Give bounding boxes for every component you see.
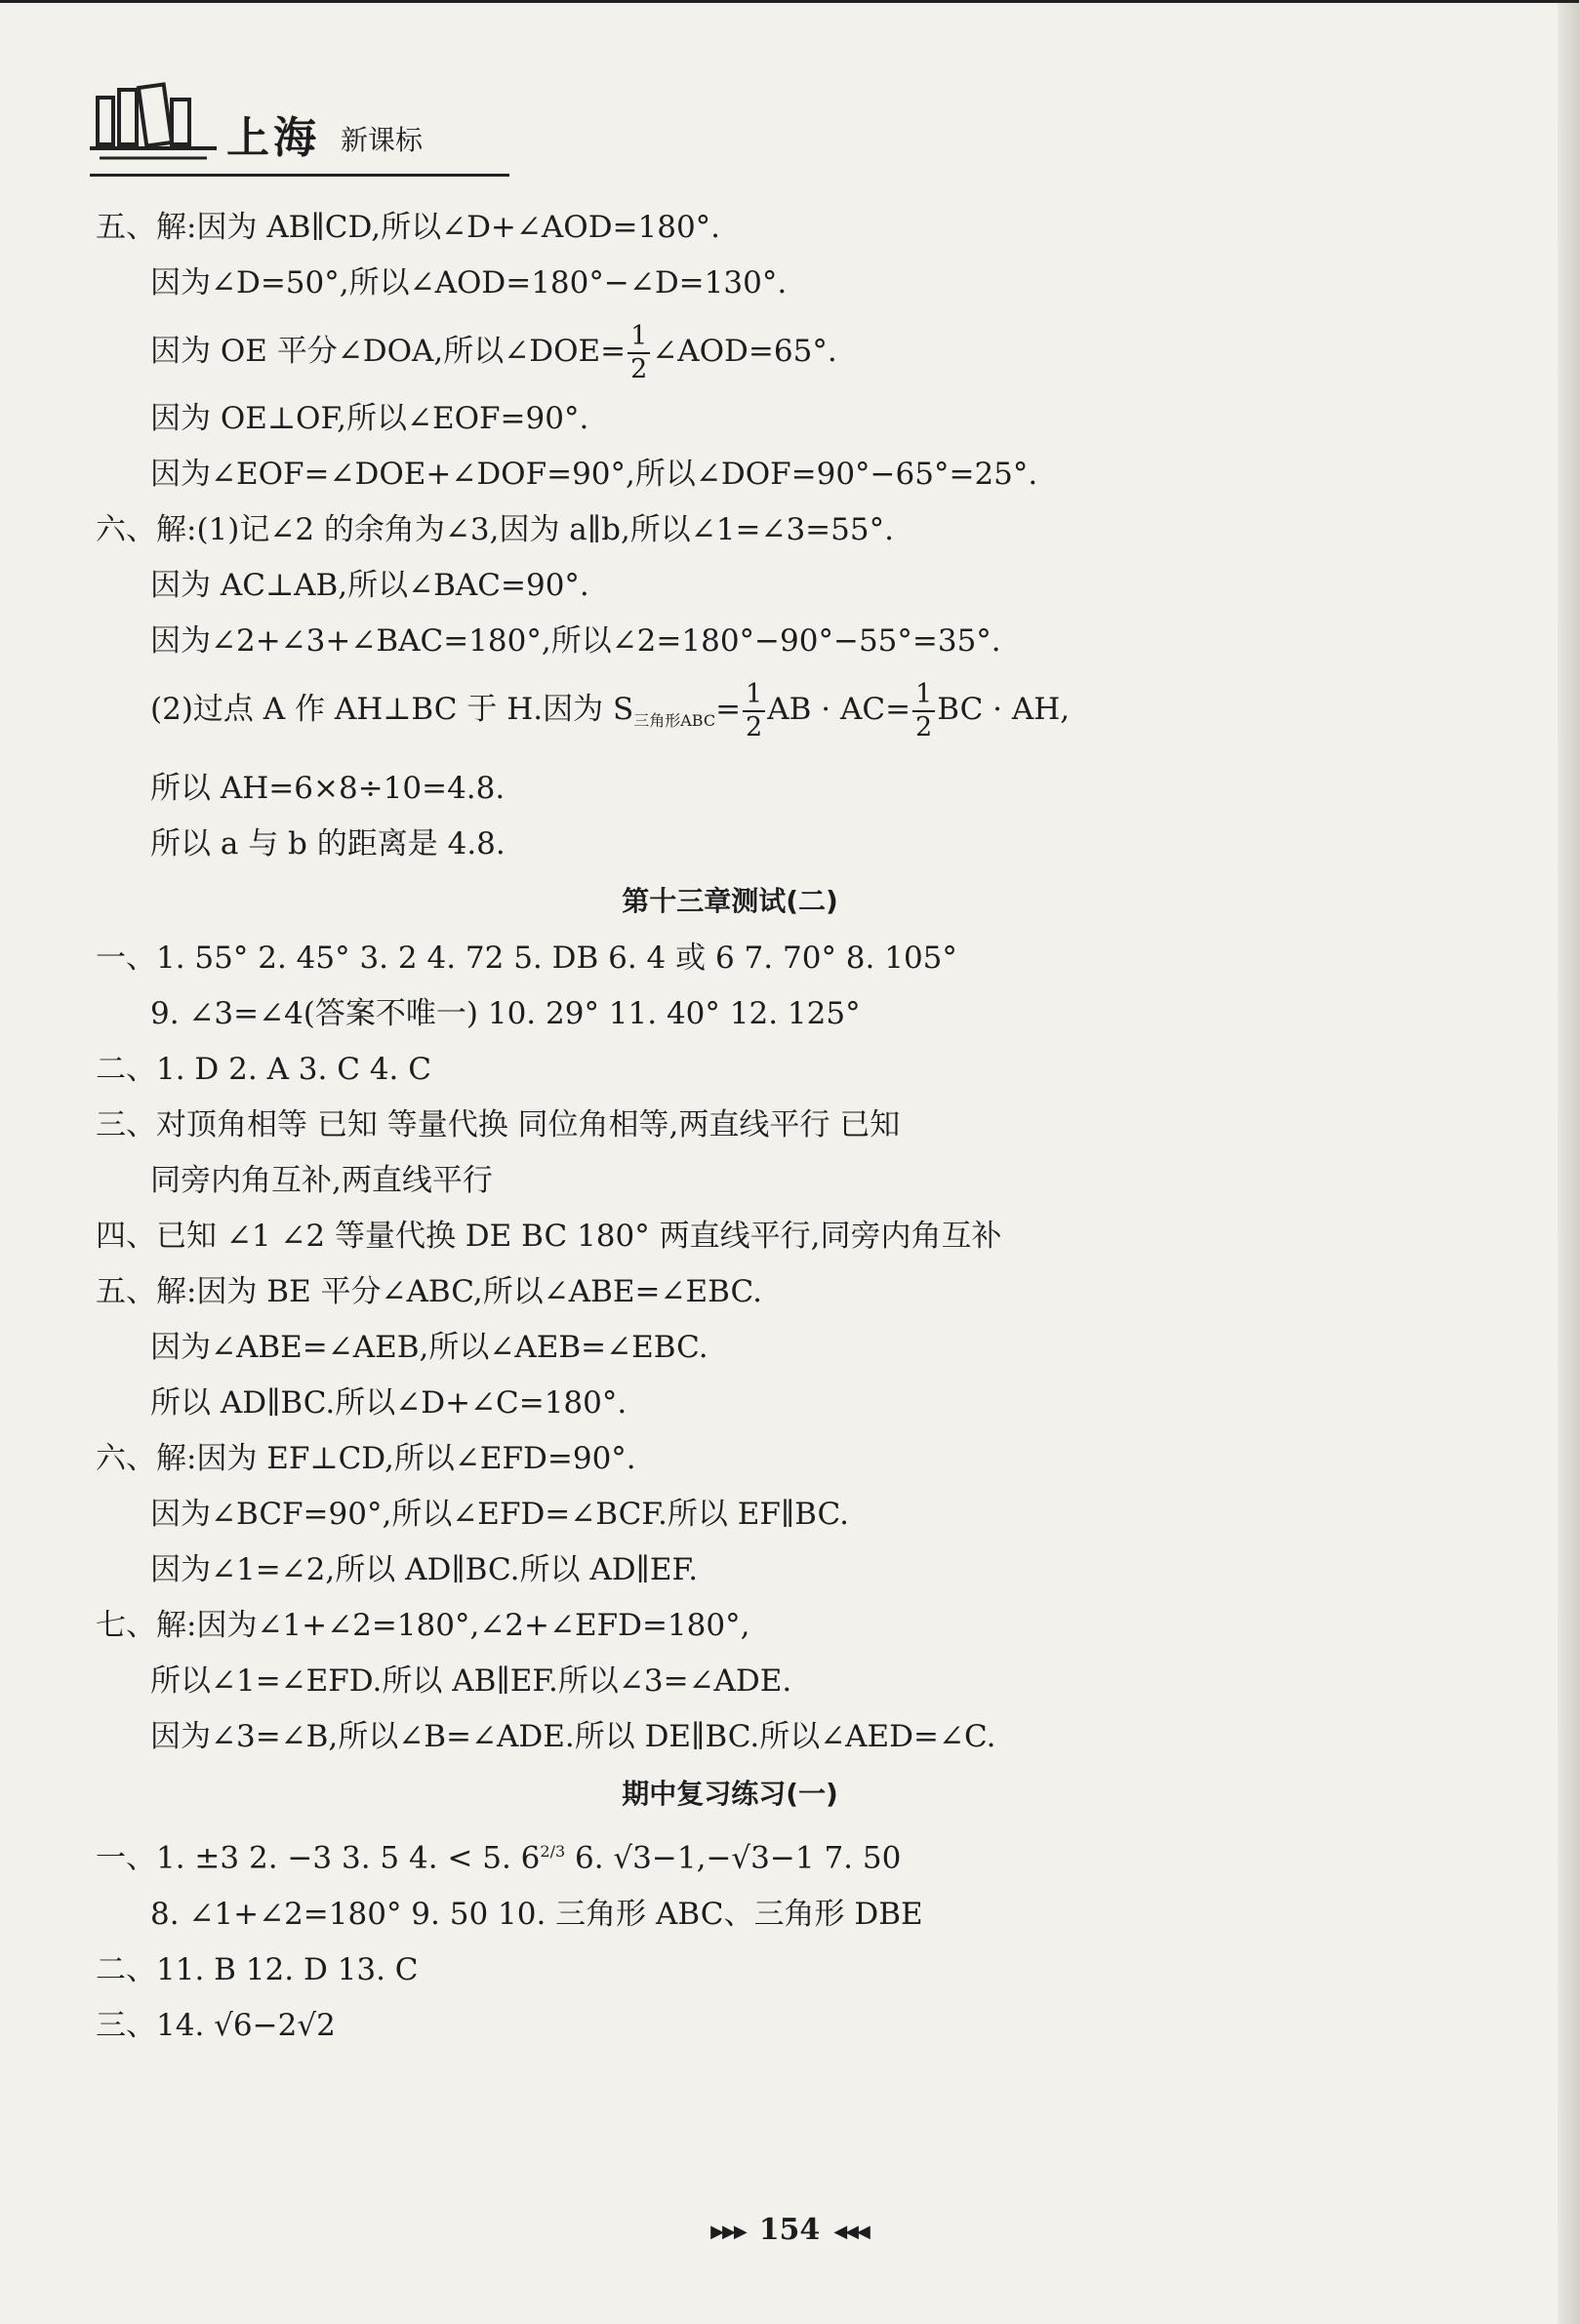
fraction: [743, 679, 765, 743]
answer-text: AB · AC=: [767, 692, 911, 727]
answer-line: 六、解:(1)记∠2 的余角为∠3,因为 a∥b,所以∠1=∠3=55°.: [96, 512, 894, 547]
fraction-numerator: 1: [912, 679, 935, 712]
fraction: [912, 679, 935, 743]
page-edge-shadow: [1558, 0, 1579, 2324]
answer-line-with-fraction: (2)过点 A 作 AH⊥BC 于 H.因为 $S_{三角形ABC}=$ $\frac{1}{2}$ AB · AC= $\frac{1}{2}$ BC · AH,: [150, 678, 1071, 742]
answer-line: 所以 AH=6×8÷10=4.8.: [150, 771, 506, 807]
page-header: [90, 68, 519, 180]
answer-line: 所以 a 与 b 的距离是 4.8.: [150, 826, 506, 862]
fraction-denominator: 2: [746, 711, 763, 742]
fraction: [628, 321, 650, 385]
answer-text: 一、1. ±3 2. −3 3. 5 4. < 5. 6: [96, 1840, 541, 1876]
answer-line: 所以 AD∥BC.所以∠D+∠C=180°.: [150, 1385, 628, 1422]
answer-line: 因为 OE⊥OF,所以∠EOF=90°.: [150, 401, 589, 436]
left-arrows-icon: ▶▶▶: [710, 2221, 746, 2242]
answer-line: 七、解:因为∠1+∠2=180°,∠2+∠EFD=180°,: [96, 1608, 750, 1644]
answer-line: 同旁内角互补,两直线平行: [150, 1163, 493, 1199]
page-number: 154: [758, 2213, 821, 2247]
answer-line: 三、14. √6−2√2: [96, 2007, 336, 2043]
answer-line: 因为∠BCF=90°,所以∠EFD=∠BCF.所以 EF∥BC.: [150, 1497, 849, 1533]
answer-line: 三、对顶角相等 已知 等量代换 同位角相等,两直线平行 已知: [96, 1107, 901, 1143]
right-arrows-icon: ◀◀◀: [833, 2221, 869, 2242]
top-rule: [0, 0, 1579, 3]
page-footer: [0, 2213, 1579, 2247]
answer-line: 因为∠D=50°,所以∠AOD=180°−∠D=130°.: [150, 265, 788, 301]
fraction-numerator: 1: [743, 679, 765, 712]
answer-line: 因为∠1=∠2,所以 AD∥BC.所以 AD∥EF.: [150, 1552, 699, 1588]
answer-line-with-fraction: [96, 311, 1364, 391]
brand-title: 上海: [226, 113, 320, 163]
answer-text: BC · AH,: [937, 692, 1071, 727]
area-subscript: 三角形ABC: [633, 711, 716, 731]
answer-text: 6. √3−1,−√3−1 7. 50: [565, 1840, 902, 1876]
answer-line: 因为∠EOF=∠DOE+∠DOF=90°,所以∠DOF=90°−65°=25°.: [150, 457, 1038, 492]
answer-line: 因为∠3=∠B,所以∠B=∠ADE.所以 DE∥BC.所以∠AED=∠C.: [150, 1719, 996, 1755]
fraction-numerator: 1: [628, 321, 650, 354]
answer-line: 六、解:因为 EF⊥CD,所以∠EFD=90°.: [96, 1441, 636, 1477]
answer-line: 五、解:因为 AB∥CD,所以∠D+∠AOD=180°.: [96, 210, 721, 245]
answer-line-with-exponent: [96, 1823, 1364, 1886]
answer-line: 五、解:因为 BE 平分∠ABC,所以∠ABE=∠EBC.: [96, 1274, 762, 1310]
section-title: 第十三章测试(二): [622, 885, 838, 918]
answer-text: ∠AOD=65°.: [652, 334, 837, 369]
answer-line: 8. ∠1+∠2=180° 9. 50 10. 三角形 ABC、三角形 DBE: [150, 1896, 923, 1932]
answer-line: 一、1. 55° 2. 45° 3. 2 4. 72 5. DB 6. 4 或 6 7. 70° 8. 105°: [96, 941, 957, 977]
answer-content: [96, 200, 1364, 2054]
books-logo-icon: [90, 76, 217, 164]
answer-text: (2)过点 A 作 AH⊥BC 于 H.因为 S: [150, 692, 634, 727]
answer-line: 9. ∠3=∠4(答案不唯一) 10. 29° 11. 40° 12. 125°: [150, 996, 861, 1032]
exponent: 2/3: [540, 1842, 566, 1862]
answer-text: 因为 OE 平分∠DOA,所以∠DOE=: [150, 334, 627, 369]
answer-line: 因为 AC⊥AB,所以∠BAC=90°.: [150, 568, 589, 603]
brand-subtitle: 新课标: [341, 124, 424, 156]
answer-line: 二、11. B 12. D 13. C: [96, 1951, 419, 1987]
fraction-denominator: 2: [915, 711, 933, 742]
answer-line: 所以∠1=∠EFD.所以 AB∥EF.所以∠3=∠ADE.: [150, 1663, 792, 1700]
header-rule: [90, 174, 509, 177]
answer-line: 四、已知 ∠1 ∠2 等量代换 DE BC 180° 两直线平行,同旁内角互补: [96, 1219, 1002, 1255]
answer-line: 二、1. D 2. A 3. C 4. C: [96, 1052, 431, 1088]
answer-line: 因为∠ABE=∠AEB,所以∠AEB=∠EBC.: [150, 1330, 709, 1366]
answer-line: 因为∠2+∠3+∠BAC=180°,所以∠2=180°−90°−55°=35°.: [150, 623, 1001, 659]
section-title: 期中复习练习(一): [622, 1778, 838, 1811]
fraction-denominator: 2: [630, 353, 648, 384]
